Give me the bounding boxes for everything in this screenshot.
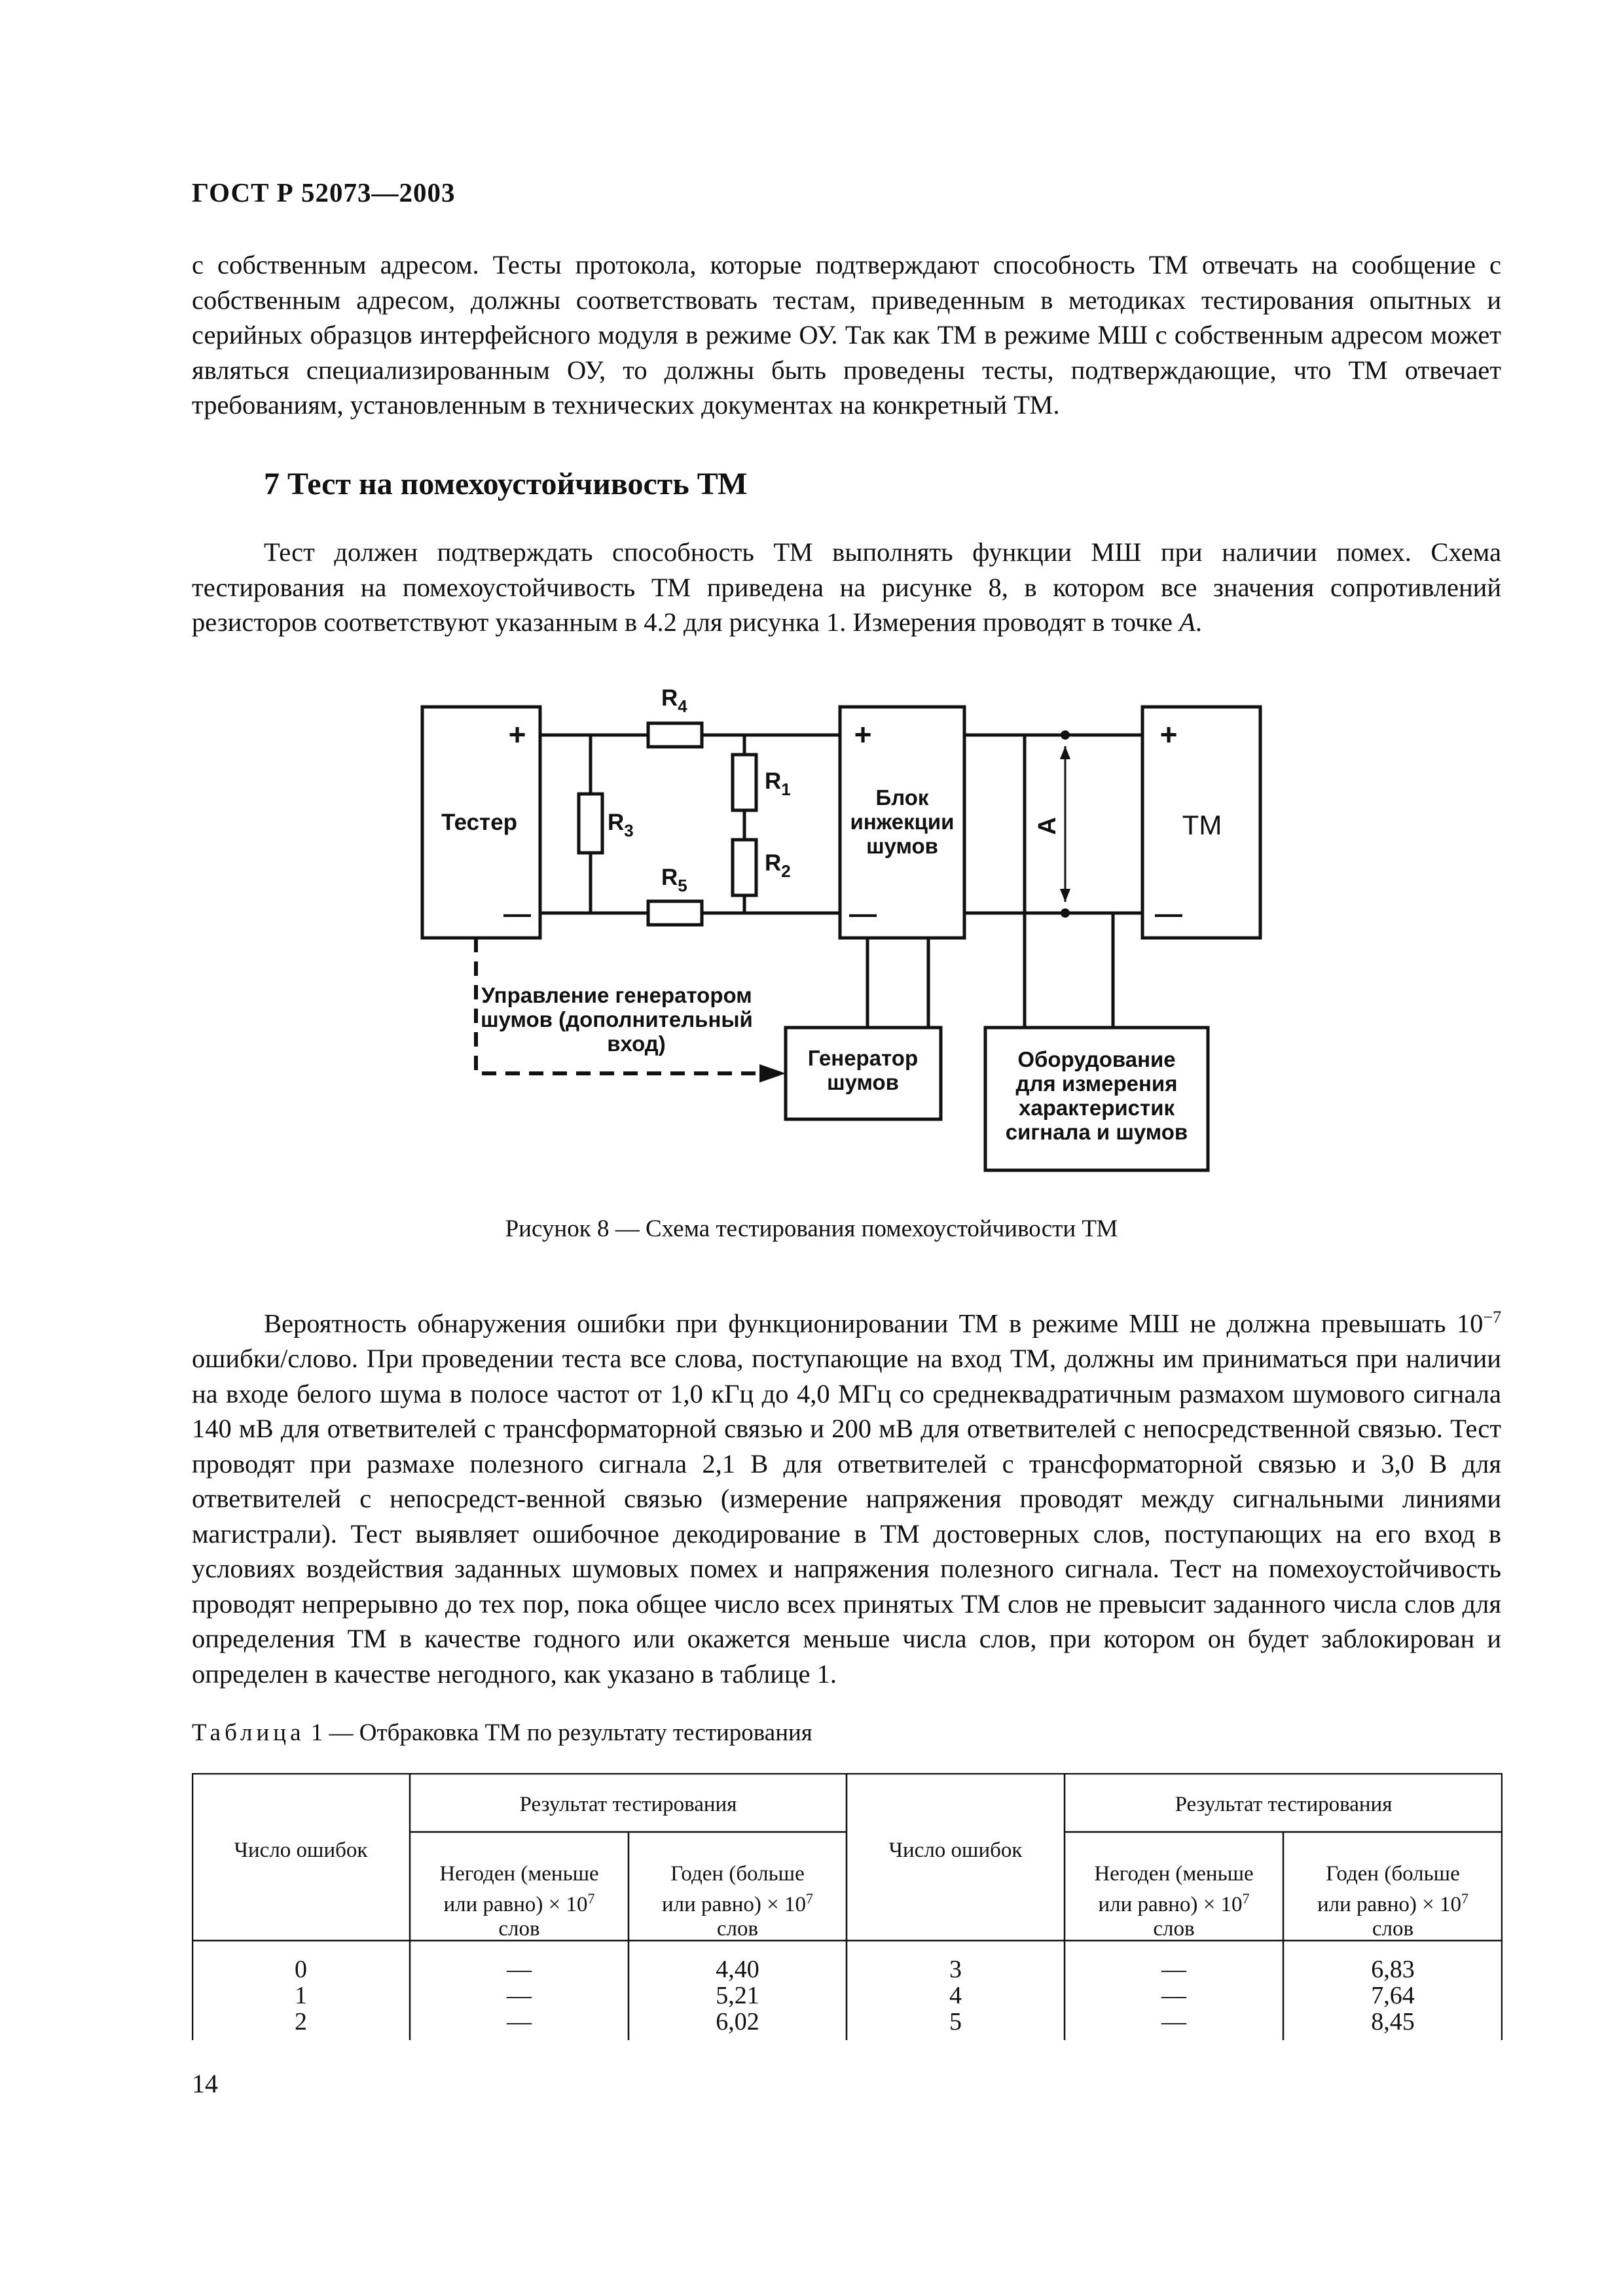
point-a-ref: А: [1179, 607, 1195, 637]
generator-label-1: Генератор: [807, 1046, 919, 1070]
table-1: [192, 1773, 1503, 2040]
arrow-head-up: [1060, 746, 1070, 759]
header-result-left: Результат тестирования: [519, 1793, 737, 1816]
equipment-label-4: сигнала и шумов: [1005, 1120, 1188, 1144]
table-row-fit: 7,64: [1371, 1982, 1415, 2009]
arrow-head-down: [1060, 889, 1070, 902]
header-fit-right: Годен (больше или равно) × $10^7$ слов: [1317, 1862, 1469, 1941]
tm-plus: +: [1159, 717, 1178, 751]
header-unfit-left: Негоден (меньше или равно) × $10^7$ слов: [439, 1862, 599, 1941]
control-label-3: вход): [607, 1031, 666, 1056]
table-row-fit: 5,21: [716, 1982, 759, 2009]
resistor-r4: [648, 723, 702, 747]
table-row-errors: 0: [295, 1956, 307, 1983]
header-unfit-right: Негоден (меньше или равно) × $10^7$ слов: [1094, 1862, 1254, 1941]
generator-label-2: шумов: [827, 1070, 899, 1094]
section-title: 7 Тест на помехоустойчивость ТМ: [264, 467, 748, 501]
injector-plus: +: [854, 717, 872, 751]
point-a-label: А: [1034, 817, 1061, 835]
table-row-unfit: —: [507, 2008, 532, 2036]
equipment-label-1: Оборудование: [1017, 1047, 1176, 1071]
tester-plus: +: [508, 717, 526, 751]
table-caption-text: 1 — Отбраковка ТМ по результату тестирования: [304, 1719, 812, 1746]
resistor-r1: [733, 755, 756, 810]
header-result-right: Результат тестирования: [1175, 1793, 1393, 1816]
table-caption-word: Таблица: [192, 1719, 305, 1746]
point-a-junction-top: [1061, 730, 1070, 740]
paragraph-intro: Тест должен подтверждать способность ТМ выполнять функции МШ при наличии помех. Схема тестирования на помехоустойчивость ТМ приведена на рисунке 8, в котором все значения сопротивлений резисторов соответствуют указанным в 4.2 для рисунка 1. Измерения проводят в точке А.: [192, 537, 1501, 637]
injector-label-1: Блок: [875, 785, 929, 810]
table-row-unfit: —: [1161, 1956, 1186, 1983]
document-header: ГОСТ Р 52073—2003: [192, 177, 456, 207]
resistor-r3: [579, 794, 602, 853]
tm-minus: —: [1155, 898, 1182, 929]
injector-label-3: шумов: [866, 834, 938, 858]
table-row-errors: 2: [295, 2008, 307, 2036]
injector-label-2: инжекции: [850, 810, 955, 834]
table-row-unfit: —: [1161, 2008, 1186, 2036]
table-row-unfit: —: [507, 1982, 532, 2009]
header-errors-right: Число ошибок: [888, 1839, 1023, 1862]
equipment-label-3: характеристик: [1018, 1096, 1175, 1120]
header-errors-left: Число ошибок: [234, 1839, 368, 1862]
equipment-label-2: для измерения: [1015, 1071, 1178, 1096]
figure-caption: Рисунок 8 — Схема тестирования помехоустойчивости ТМ: [505, 1215, 1118, 1242]
control-label-1: Управление генератором: [481, 983, 752, 1007]
table-row-fit: 6,02: [716, 2008, 759, 2036]
page-number: 14: [192, 2069, 218, 2098]
injector-minus: —: [849, 898, 877, 929]
exponent: −7: [1483, 1308, 1501, 1327]
tester-label: Тестер: [441, 810, 518, 835]
table-row-errors: 3: [949, 1956, 962, 1983]
table-row-errors: 5: [949, 2008, 962, 2036]
table-row-fit: 6,83: [1371, 1956, 1415, 1983]
paragraph-intro-text: Тест должен подтверждать способность ТМ выполнять функции МШ при наличии помех. Схема тестирования на помехоустойчивость ТМ приведена на рисунке 8, в котором все значения сопротивлений резисторов соответствуют указанным в 4.2 для рисунка 1. Измерения проводят в точке: [192, 537, 1501, 637]
paragraph-continuation: с собственным адресом. Тесты протокола, которые подтверждают способность ТМ отвечать на сообщение с собственным адресом, должны соответствовать тестам, приведенным в методиках тестирования опытных и серийных образцов интерфейсного модуля в режиме ОУ. Так как ТМ в режиме МШ с собственным адресом может являться специализированным ОУ, то должны быть проведены тесты, подтверждающие, что ТМ отвечает требованиям, установленным в технических документах на конкретный ТМ.: [192, 250, 1501, 420]
table-caption: [192, 1719, 812, 1747]
r4-label: $R_4$: [661, 685, 687, 716]
table-row-errors: 1: [295, 1982, 307, 2009]
control-arrow-head: [759, 1064, 786, 1083]
table-row-fit: 4,40: [716, 1956, 759, 1983]
r2-label: $R_2$: [765, 850, 791, 881]
point-a-junction-bottom: [1061, 908, 1070, 918]
resistor-r2: [733, 840, 756, 895]
table-row-errors: 4: [949, 1982, 962, 2009]
control-label-2: шумов (дополнительный: [481, 1007, 753, 1031]
table-row-unfit: —: [1161, 1982, 1186, 2009]
table-row-unfit: —: [507, 1956, 532, 1983]
paragraph-probability: Вероятность обнаружения ошибки при функционировании ТМ в режиме МШ не должна превышать $10^{-7}$ ошибки/слово. При проведении теста все слова, поступающие на вход ТМ, должны им приниматься при наличии на входе белого шума в полосе частот от 1,0 кГц до 4,0 МГц со среднеквадратичным размахом шумового сигнала 140 мВ для ответвителей с трансформаторной связью и 200 мВ для ответвителей с непосредственной связью. Тест проводят при размахе полезного сигнала 2,1 В для ответвителей с трансформаторной связью и 3,0 В для ответвителей с непосредст-венной связью (измерение напряжения проводят между сигнальными линиями магистрали). Тест выявляет ошибочное декодирование в ТМ достоверных слов, поступающих на его вход в условиях воздействия заданных шумовых помех и напряжения полезного сигнала. Тест на помехоустойчивость проводят непрерывно до тех пор, пока общее число всех принятых ТМ слов не превысит заданного числа слов для определения ТМ в качестве годного или окажется меньше числа слов, при котором он будет заблокирован и определен в качестве негодного, как указано в таблице 1.: [192, 1308, 1501, 1689]
tm-label: ТМ: [1182, 810, 1222, 840]
r5-label: $R_5$: [661, 865, 687, 895]
r3-label: $R_3$: [608, 810, 634, 840]
r1-label: $R_1$: [765, 768, 791, 799]
tester-minus: —: [503, 898, 531, 929]
header-fit-left: Годен (больше или равно) × $10^7$ слов: [661, 1862, 814, 1941]
table-row-fit: 8,45: [1371, 2008, 1415, 2036]
resistor-r5: [648, 901, 702, 925]
